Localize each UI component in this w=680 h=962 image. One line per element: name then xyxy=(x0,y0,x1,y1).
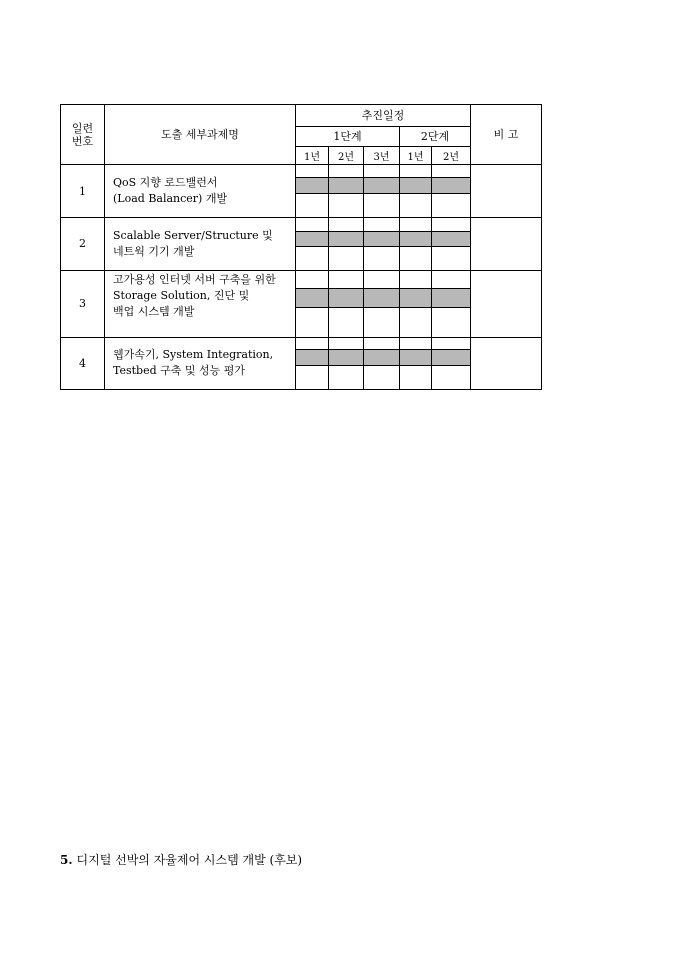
schedule-cell xyxy=(400,271,432,289)
schedule-cell xyxy=(432,308,471,337)
schedule-cell xyxy=(329,365,364,389)
schedule-bar xyxy=(296,289,329,308)
schedule-cell xyxy=(296,365,329,389)
schedule-bar xyxy=(364,349,400,365)
schedule-bar xyxy=(400,289,432,308)
header-year: 1년 xyxy=(400,147,432,165)
schedule-cell xyxy=(364,246,400,270)
remarks-cell xyxy=(471,271,542,337)
section-number: 5. xyxy=(60,853,73,867)
schedule-cell xyxy=(400,193,432,217)
schedule-cell xyxy=(432,217,471,231)
header-year: 2년 xyxy=(329,147,364,165)
schedule-cell xyxy=(329,308,364,337)
header-schedule: 추진일정 xyxy=(296,105,471,127)
schedule-bar xyxy=(296,349,329,365)
table-row xyxy=(61,165,542,178)
schedule-cell xyxy=(432,365,471,389)
schedule-cell xyxy=(400,365,432,389)
schedule-bar xyxy=(329,289,364,308)
schedule-cell xyxy=(364,165,400,178)
table-row xyxy=(61,217,542,231)
row-number: 2 xyxy=(61,217,105,270)
schedule-bar xyxy=(329,231,364,246)
header-serial-number: 일련 번호 xyxy=(61,105,105,165)
header-year: 1년 xyxy=(296,147,329,165)
schedule-bar xyxy=(329,178,364,193)
header-task-name: 도출 세부과제명 xyxy=(105,105,296,165)
schedule-cell xyxy=(296,337,329,349)
schedule-cell xyxy=(400,337,432,349)
header-remarks: 비 고 xyxy=(471,105,542,165)
schedule-cell xyxy=(364,308,400,337)
schedule-cell xyxy=(329,271,364,289)
schedule-bar xyxy=(364,289,400,308)
row-number: 1 xyxy=(61,165,105,217)
header-phase-1: 1단계 xyxy=(296,127,400,147)
schedule-cell xyxy=(432,337,471,349)
header-year: 2년 xyxy=(432,147,471,165)
row-number: 4 xyxy=(61,337,105,389)
schedule-cell xyxy=(432,246,471,270)
schedule-bar xyxy=(400,349,432,365)
schedule-bar xyxy=(329,349,364,365)
remarks-cell xyxy=(471,337,542,389)
schedule-cell xyxy=(329,246,364,270)
schedule-cell xyxy=(329,217,364,231)
section-heading xyxy=(60,851,302,868)
schedule-cell xyxy=(364,337,400,349)
table-row xyxy=(61,271,542,289)
schedule-cell xyxy=(400,308,432,337)
schedule-cell xyxy=(296,308,329,337)
schedule-cell xyxy=(432,165,471,178)
schedule-bar xyxy=(364,178,400,193)
remarks-cell xyxy=(471,217,542,270)
schedule-bar xyxy=(296,178,329,193)
schedule-cell xyxy=(432,271,471,289)
table-row xyxy=(61,337,542,349)
schedule-cell xyxy=(329,165,364,178)
schedule-cell xyxy=(364,217,400,231)
schedule-cell xyxy=(432,193,471,217)
schedule-cell xyxy=(364,365,400,389)
schedule-bar xyxy=(432,349,471,365)
task-name: Scalable Server/Structure 및 네트웍 기기 개발 xyxy=(105,217,296,270)
schedule-table xyxy=(60,104,542,390)
remarks-cell xyxy=(471,165,542,217)
schedule-bar xyxy=(432,231,471,246)
header-year: 3년 xyxy=(364,147,400,165)
schedule-cell xyxy=(400,165,432,178)
schedule-bar xyxy=(400,178,432,193)
schedule-cell xyxy=(296,246,329,270)
schedule-cell xyxy=(400,246,432,270)
row-number: 3 xyxy=(61,271,105,337)
schedule-cell xyxy=(364,193,400,217)
header-phase-2: 2단계 xyxy=(400,127,471,147)
schedule-cell xyxy=(329,337,364,349)
task-name: QoS 지향 로드밸런서 (Load Balancer) 개발 xyxy=(105,165,296,217)
schedule-bar xyxy=(432,289,471,308)
schedule-cell xyxy=(296,193,329,217)
schedule-cell xyxy=(296,165,329,178)
schedule-cell xyxy=(296,217,329,231)
section-title: 디지털 선박의 자율제어 시스템 개발 (후보) xyxy=(76,853,303,867)
schedule-cell xyxy=(400,217,432,231)
schedule-bar xyxy=(432,178,471,193)
schedule-cell xyxy=(329,193,364,217)
schedule-bar xyxy=(296,231,329,246)
schedule-bar xyxy=(400,231,432,246)
task-name: 웹가속기, System Integration, Testbed 구축 및 성능 평가 xyxy=(105,337,296,389)
schedule-cell xyxy=(296,271,329,289)
schedule-bar xyxy=(364,231,400,246)
task-name: 고가용성 인터넷 서버 구축을 위한 Storage Solution, 진단 및 백업 시스템 개발 xyxy=(105,271,296,337)
schedule-cell xyxy=(364,271,400,289)
